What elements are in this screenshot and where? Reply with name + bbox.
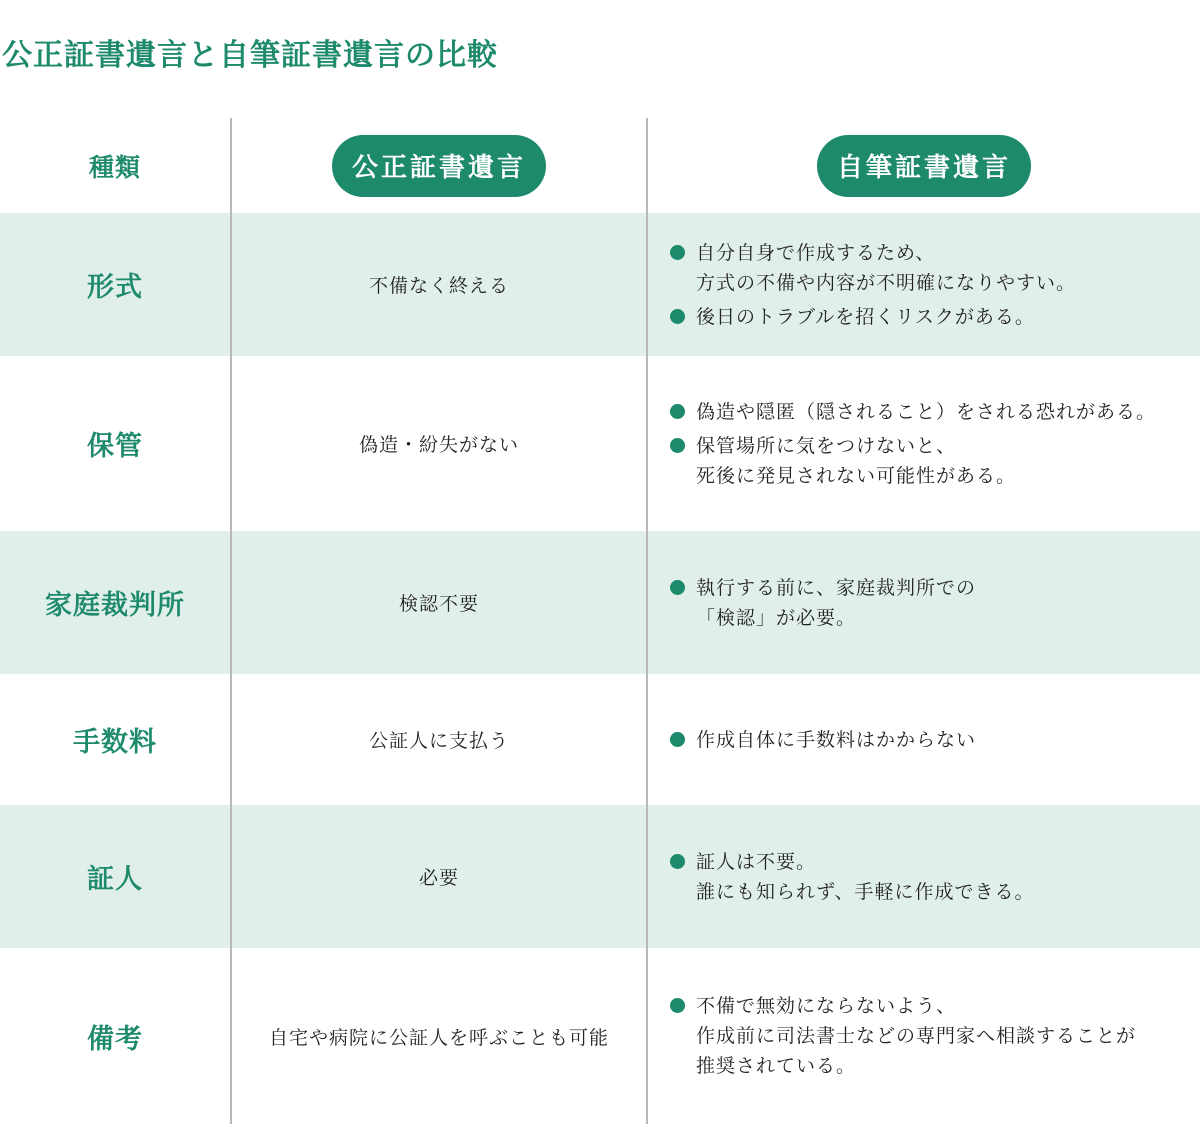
notarial-will-cell: 公証人に支払う [368,730,509,752]
holographic-will-cell [670,674,1198,805]
table-row [0,805,1200,948]
holographic-will-cell [670,213,1198,356]
notarial-will-cell: 不備なく終える [368,275,509,297]
bullet-text-line: 証人は不要。 [696,850,817,873]
bullet-text-line: 方式の不備や内容が不明確になりやすい。 [696,271,1077,294]
holographic-will-cell [670,356,1198,531]
column-divider-1 [230,118,232,1124]
bullet-dot-icon [670,732,685,747]
row-label: 備考 [87,1023,143,1055]
bullet-dot-icon [670,854,685,869]
row-label: 家庭裁判所 [45,590,185,621]
bullet-list [670,569,1198,637]
bullet-text-line: 執行する前に、家庭裁判所での [696,576,977,599]
holographic-will-cell [670,805,1198,948]
bullet-text-line: 「検認」が必要。 [696,606,857,629]
notarial-will-cell: 偽造・紛失がない [358,434,519,456]
row-label: 証人 [87,864,143,895]
bullet-text-line: 保管場所に気をつけないと、 [696,434,957,457]
row-label: 保管 [87,431,143,462]
bullet-list [670,393,1198,495]
bullet-list [670,721,1198,759]
notarial-will-cell: 自宅や病院に公証人を呼ぶことも可能 [268,1026,609,1049]
holographic-will-cell [670,948,1198,1124]
bullet-item [670,302,1198,332]
bullet-text-line: 不備で無効にならないよう、 [696,995,957,1017]
table-row [0,674,1200,805]
bullet-list [670,987,1198,1085]
header-holographic-will-pill: 自筆証書遺言 [817,135,1031,197]
bullet-item [670,725,1198,755]
bullet-dot-icon [670,580,685,595]
row-label: 手数料 [73,727,157,758]
notarial-will-cell: 必要 [418,867,459,889]
bullet-dot-icon [670,245,685,260]
bullet-item [670,238,1198,298]
bullet-item [670,847,1198,907]
bullet-list [670,843,1198,911]
bullet-dot-icon [670,438,685,453]
bullet-text-line: 死後に発見されない可能性がある。 [696,464,1017,487]
column-divider-2 [646,118,648,1124]
bullet-item [670,431,1198,491]
bullet-list [670,234,1198,336]
bullet-text-line: 偽造や隠匿（隠されること）をされる恐れがある。 [696,400,1157,423]
bullet-dot-icon [670,998,685,1013]
holographic-will-cell [670,531,1198,674]
bullet-item [670,397,1198,427]
header-notarial-will-pill: 公正証書遺言 [332,135,546,197]
bullet-text-line: 後日のトラブルを招くリスクがある。 [696,305,1035,328]
notarial-will-cell: 検認不要 [398,593,479,615]
bullet-dot-icon [670,404,685,419]
page-title: 公正証書遺言と自筆証書遺言の比較 [2,38,498,73]
bullet-text-line: 自分自身で作成するため、 [696,241,936,264]
bullet-dot-icon [670,309,685,324]
table-row [0,356,1200,531]
bullet-item [670,991,1198,1081]
table-row [0,948,1200,1124]
bullet-text-line: 誰にも知られず、手軽に作成できる。 [696,880,1035,903]
table-row [0,213,1200,356]
bullet-item [670,573,1198,633]
bullet-text-line: 推奨されている。 [696,1055,857,1077]
bullet-text-line: 作成前に司法書士などの専門家へ相談することが [696,1025,1137,1047]
header-row [0,118,1200,213]
table-row [0,531,1200,674]
row-label: 形式 [87,272,143,303]
header-type-label: 種類 [88,152,141,182]
bullet-text-line: 作成自体に手数料はかからない [696,728,977,751]
